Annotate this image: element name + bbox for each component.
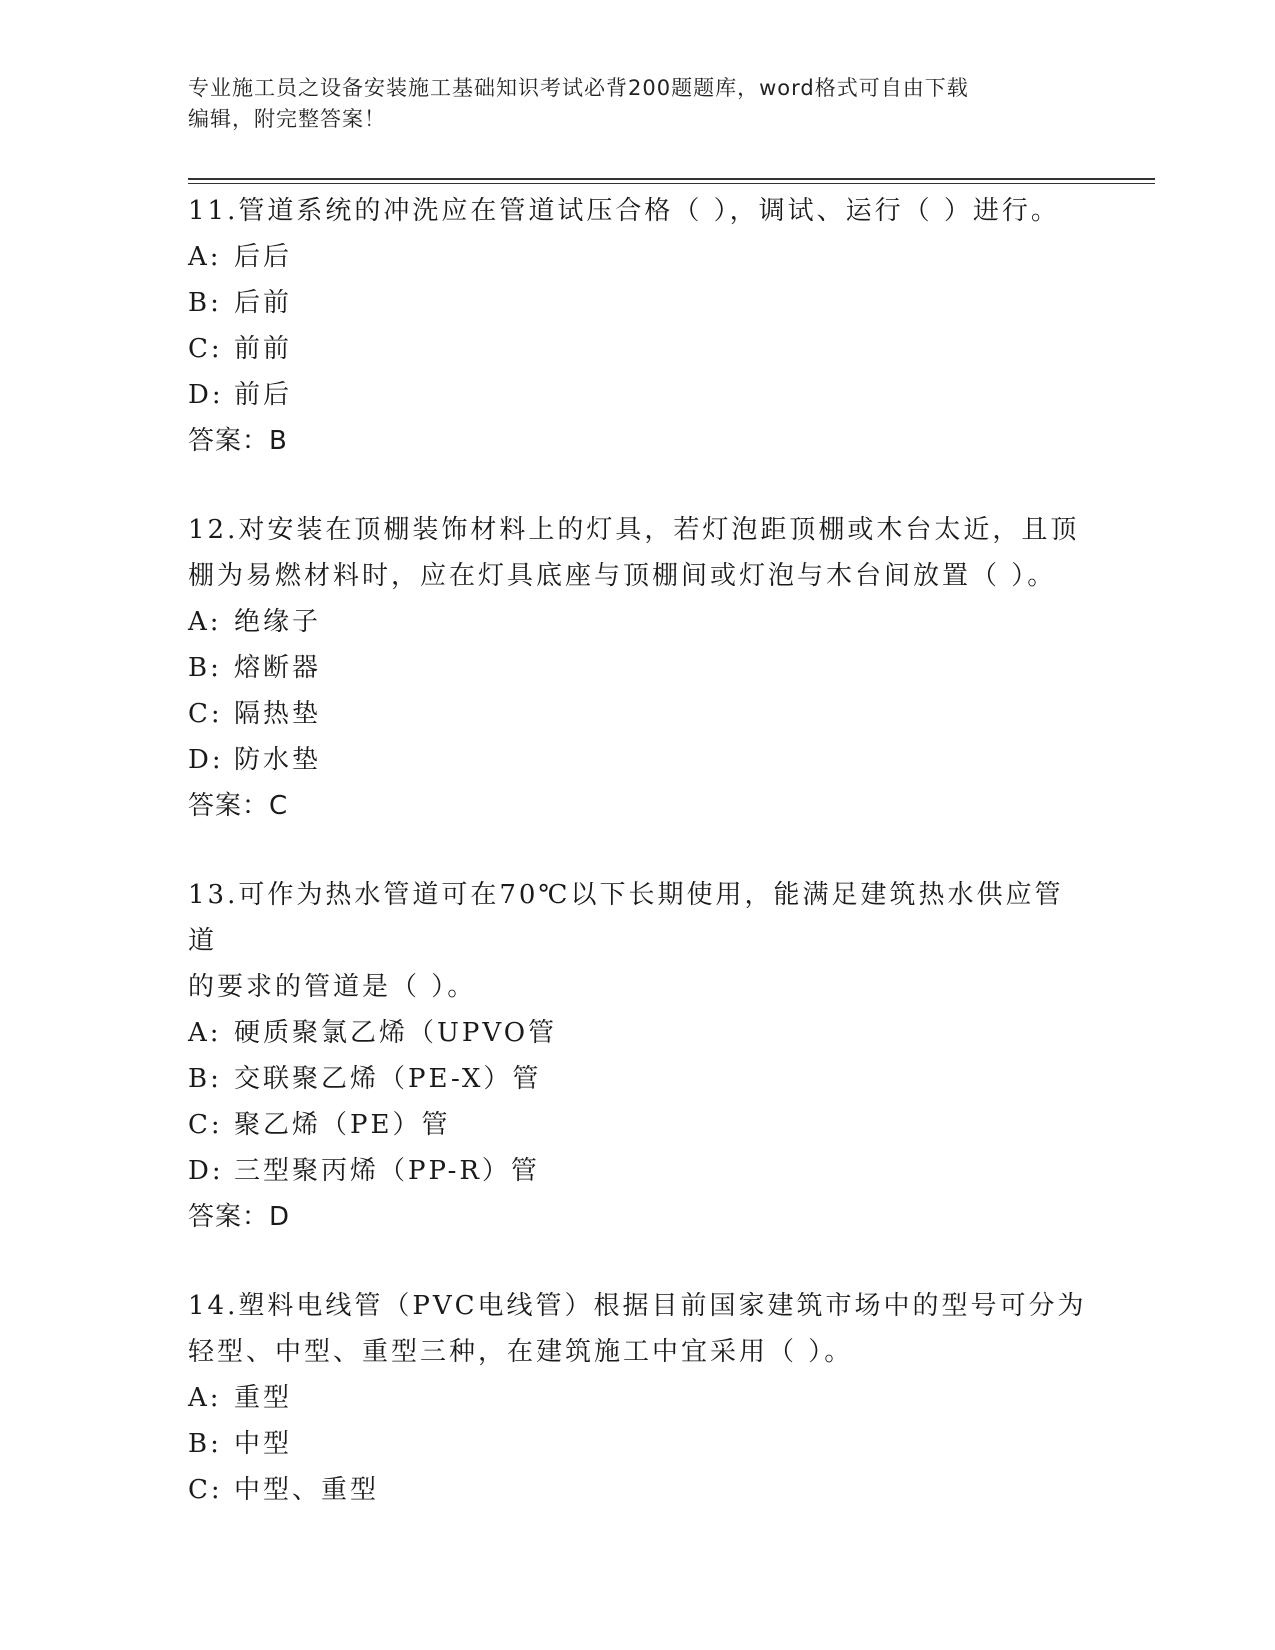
option-d: [188, 737, 1088, 783]
option-text: 后后: [234, 242, 293, 272]
question-12: [188, 507, 1088, 829]
option-key: C:: [188, 334, 223, 364]
option-key: C:: [188, 1475, 223, 1505]
stem-line: 13.可作为热水管道可在70℃以下长期使用，能满足建筑热水供应管道: [188, 880, 1064, 956]
option-key: A:: [188, 607, 222, 637]
question-stem: [188, 188, 1088, 234]
option-text: 熔断器: [234, 653, 322, 683]
answer-line: 答案：B: [188, 426, 288, 456]
header-line-1: 专业施工员之设备安装施工基础知识考试必背200题题库，word格式可自由下载: [188, 76, 969, 100]
option-text: 后前: [234, 288, 293, 318]
answer-line: 答案：D: [188, 1202, 291, 1232]
question-stem: [188, 872, 1088, 1010]
option-b: [188, 1056, 1088, 1102]
option-c: [188, 1467, 1088, 1513]
stem-line: 轻型、中型、重型三种，在建筑施工中宜采用（ ）。: [188, 1337, 854, 1367]
question-stem: [188, 1283, 1088, 1375]
option-key: C:: [188, 699, 223, 729]
stem-line: 的要求的管道是（ ）。: [188, 972, 477, 1002]
option-text: 防水垫: [234, 745, 322, 775]
option-text: 硬质聚氯乙烯（UPVO管: [234, 1018, 558, 1048]
stem-line: 14.塑料电线管（PVC电线管）根据目前国家建筑市场中的型号可分为: [188, 1291, 1087, 1321]
option-text: 重型: [234, 1383, 293, 1413]
stem-line: 棚为易燃材料时，应在灯具底座与顶棚间或灯泡与木台间放置（ ）。: [188, 561, 1057, 591]
option-d: [188, 1148, 1088, 1194]
option-text: 三型聚丙烯（PP-R）管: [234, 1156, 540, 1186]
option-text: 中型: [234, 1429, 293, 1459]
question-list: [188, 188, 1088, 1513]
option-key: B:: [188, 288, 222, 318]
option-text: 交联聚乙烯（PE-X）管: [234, 1064, 542, 1094]
option-text: 中型、重型: [234, 1475, 380, 1505]
stem-line: 11.管道系统的冲洗应在管道试压合格（ ），调试、运行（ ）进行。: [188, 196, 1060, 226]
option-a: [188, 234, 1088, 280]
option-b: [188, 1421, 1088, 1467]
option-b: [188, 280, 1088, 326]
option-key: D:: [188, 380, 224, 410]
option-a: [188, 599, 1088, 645]
option-c: [188, 326, 1088, 372]
option-a: [188, 1375, 1088, 1421]
answer-line: 答案：C: [188, 791, 289, 821]
option-key: D:: [188, 1156, 224, 1186]
option-b: [188, 645, 1088, 691]
option-text: 绝缘子: [234, 607, 322, 637]
option-a: [188, 1010, 1088, 1056]
question-stem: [188, 507, 1088, 599]
header-divider-bottom: [188, 183, 1155, 184]
header-divider-top: [188, 178, 1155, 180]
option-key: C:: [188, 1110, 223, 1140]
option-text: 前后: [234, 380, 293, 410]
option-key: B:: [188, 1064, 222, 1094]
option-key: A:: [188, 242, 222, 272]
option-text: 隔热垫: [234, 699, 322, 729]
header-line-2: 编辑，附完整答案！: [188, 107, 386, 131]
option-d: [188, 372, 1088, 418]
option-key: D:: [188, 745, 224, 775]
option-c: [188, 691, 1088, 737]
question-13: [188, 872, 1088, 1240]
question-14: [188, 1283, 1088, 1513]
option-key: B:: [188, 1429, 222, 1459]
option-text: 聚乙烯（PE）管: [234, 1110, 451, 1140]
option-key: A:: [188, 1383, 222, 1413]
document-header: [188, 73, 1068, 135]
question-11: [188, 188, 1088, 464]
option-key: B:: [188, 653, 222, 683]
option-key: A:: [188, 1018, 222, 1048]
option-text: 前前: [234, 334, 293, 364]
option-c: [188, 1102, 1088, 1148]
stem-line: 12.对安装在顶棚装饰材料上的灯具，若灯泡距顶棚或木台太近，且顶: [188, 515, 1080, 545]
